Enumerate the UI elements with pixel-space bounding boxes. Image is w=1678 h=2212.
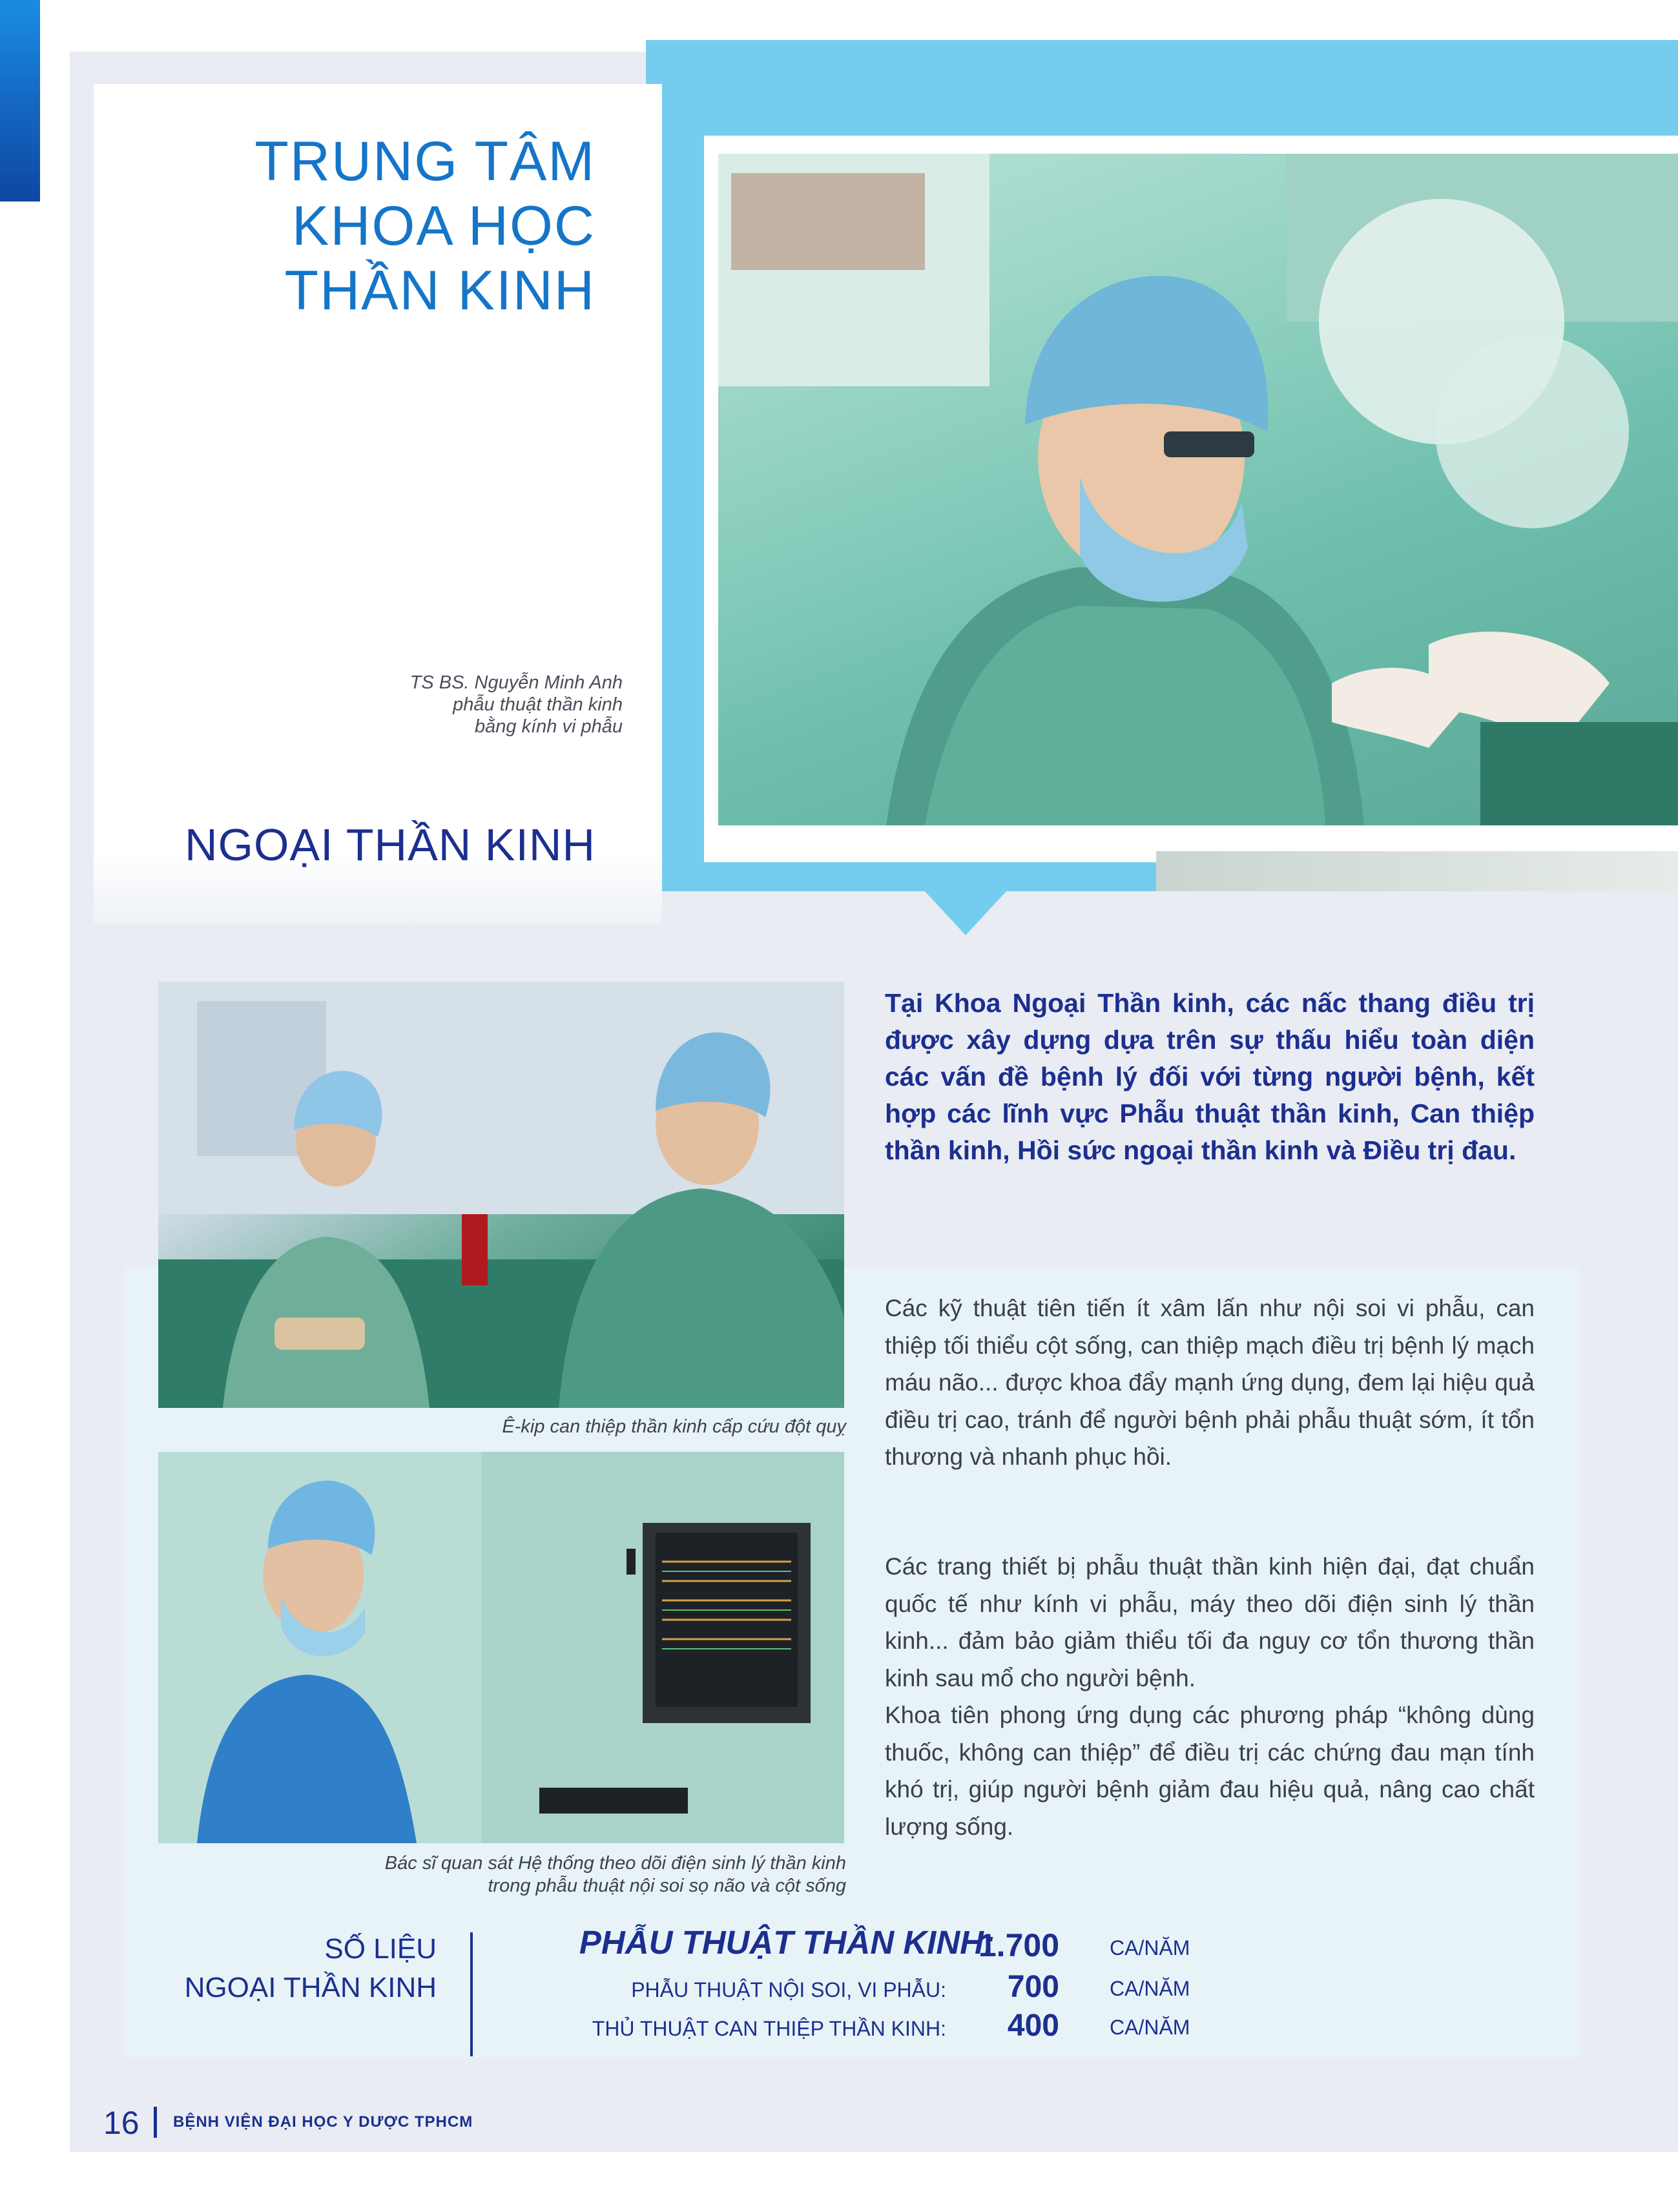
hero-caption: [323, 672, 623, 738]
title-line: THẦN KINH: [284, 260, 596, 322]
stat-label: PHẪU THUẬT THẦN KINH:: [579, 1924, 995, 1961]
title-line: KHOA HỌC: [292, 195, 596, 257]
stats-divider: [470, 1932, 473, 2056]
footer-publisher: BỆNH VIỆN ĐẠI HỌC Y DƯỢC TPHCM: [173, 2113, 473, 2131]
caption-line: trong phẫu thuật nội soi sọ não và cột sống: [488, 1876, 846, 1896]
body-paragraph-2a: Các trang thiết bị phẫu thuật thần kinh hiện đại, đạt chuẩn quốc tế như kính vi phẫu, máy theo dõi điện sinh lý thần kinh... đảm bảo giảm thiểu tối đa nguy cơ tổn thương thần kinh sau mổ cho người bệnh.: [885, 1553, 1535, 1691]
pointer-triangle: [924, 890, 1008, 935]
photo-neuro-monitoring: [158, 1452, 844, 1843]
stat-unit: CA/NĂM: [1110, 1977, 1190, 2000]
intro-paragraph: Tại Khoa Ngoại Thần kinh, các nấc thang điều trị được xây dựng dựa trên sự thấu hiểu toàn diện các vấn đề bệnh lý đối với từng người bệnh, kết hợp các lĩnh vực Phẫu thuật thần kinh, Can thiệp thần kinh, Hồi sức ngoại thần kinh và Điều trị đau.: [885, 988, 1535, 1165]
body-paragraph-1: Các kỹ thuật tiên tiến ít xâm lấn như nội soi vi phẫu, can thiệp tối thiểu cột sống, can thiệp mạch điều trị bệnh lý mạch máu não... được khoa đẩy mạnh ứng dụng, đem lại hiệu quả điều trị cao, tránh để người bệnh phải phẫu thuật sớm, ít tổn thương và nhanh phục hồi.: [885, 1295, 1535, 1470]
stat-value: 400: [1007, 2009, 1059, 2043]
caption-line: Bác sĩ quan sát Hệ thống theo dõi điện sinh lý thần kinh: [384, 1853, 846, 1874]
stat-label: PHẪU THUẬT NỘI SOI, VI PHẪU:: [631, 1978, 946, 2001]
footer-divider: [154, 2107, 157, 2138]
title-line: TRUNG TÂM: [254, 130, 596, 192]
stats-heading-line: SỐ LIỆU: [324, 1933, 437, 1965]
stat-row-neurosurgery: [491, 1924, 1201, 1967]
photo-stroke-team: [158, 982, 844, 1408]
stats-heading-line: NGOẠI THẦN KINH: [184, 1972, 437, 2003]
photo-caption-2: [194, 1852, 846, 1897]
caption-line: bằng kính vi phẫu: [475, 716, 623, 737]
stat-value: 700: [1007, 1970, 1059, 2004]
stats-heading: [149, 1930, 437, 2007]
page-number: 16: [103, 2105, 140, 2141]
hero-photo-surgeon-microscope: [718, 154, 1678, 825]
photo-caption-1: Ê-kip can thiệp thần kinh cấp cứu đột quỵ: [502, 1416, 846, 1437]
stat-value: 1.700: [978, 1927, 1059, 1963]
stat-unit: CA/NĂM: [1110, 2016, 1190, 2039]
hero-bottom-strip: [1156, 851, 1678, 891]
edge-tab: [0, 0, 40, 202]
page-title: [194, 129, 596, 323]
body-paragraph-2: [885, 1548, 1535, 1845]
caption-line: TS BS. Nguyễn Minh Anh: [409, 672, 623, 693]
stat-row-intervention: [491, 2007, 1201, 2046]
caption-line: phẫu thuật thần kinh: [453, 694, 623, 715]
section-title: NGOẠI THẦN KINH: [184, 820, 596, 870]
body-paragraph-2b: Khoa tiên phong ứng dụng các phương pháp “không dùng thuốc, không can thiệp” để điều trị các chứng đau mạn tính khó trị, giúp người bệnh giảm đau hiệu quả, nâng cao chất lượng sống.: [885, 1702, 1535, 1840]
stat-row-endoscopic: [491, 1969, 1201, 2007]
stat-unit: CA/NĂM: [1110, 1936, 1190, 1959]
stat-label: THỦ THUẬT CAN THIỆP THẦN KINH:: [592, 2017, 946, 2040]
